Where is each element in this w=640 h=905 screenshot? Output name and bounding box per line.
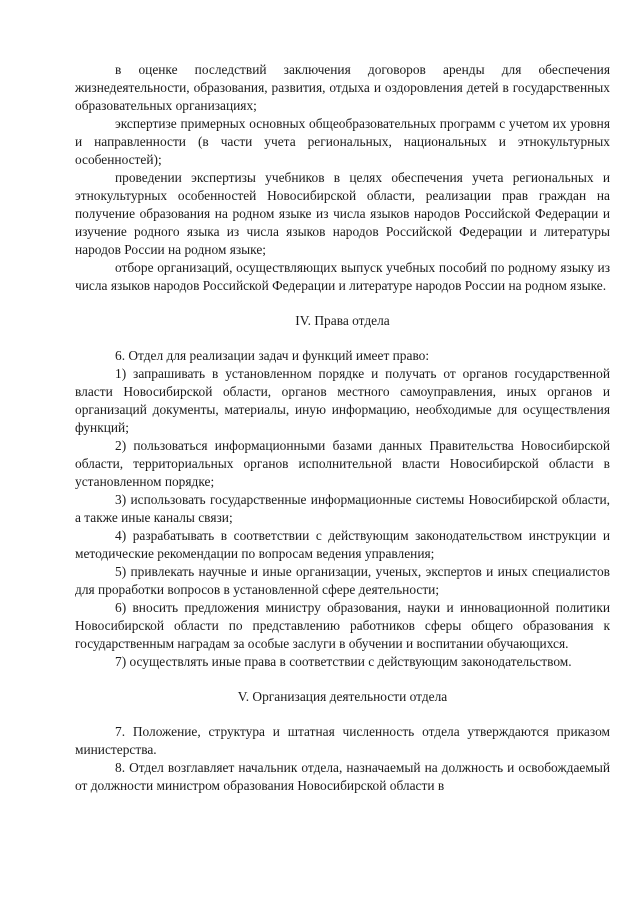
paragraph-lease-assessment: в оценке последствий заключения договоров аренды для обеспечения жизнедеятельности, образования, развития, отдыха и оздоровления детей в государственных образовательных организациях; xyxy=(75,62,610,113)
list-item-right-2: 2) пользоваться информационными базами данных Правительства Новосибирской области, территориальных органов исполнительной власти Новосибирской области в установленном порядке; xyxy=(75,438,610,489)
list-item-right-5: 5) привлекать научные и иные организации, ученых, экспертов и иных специалистов для проработки вопросов в установленной сфере деятельности; xyxy=(75,564,610,597)
list-item-right-7: 7) осуществлять иные права в соответствии с действующим законодательством. xyxy=(115,654,572,669)
paragraph-department-head: 8. Отдел возглавляет начальник отдела, назначаемый на должность и освобождаемый от должности министром образования Новосибирской области в xyxy=(75,760,610,793)
list-item-right-3: 3) использовать государственные информационные системы Новосибирской области, а также иные каналы связи; xyxy=(75,492,610,525)
paragraph-structure-approval: 7. Положение, структура и штатная численность отдела утверждаются приказом министерства. xyxy=(75,724,610,757)
document-body xyxy=(75,61,610,795)
section-heading-rights: IV. Права отдела xyxy=(295,313,390,328)
list-item-right-1: 1) запрашивать в установленном порядке и получать от органов государственной власти Новосибирской области, органов местного самоуправления, иных органов и организаций документы, материалы, иную информацию, необходимые для осуществления функций; xyxy=(75,366,610,435)
paragraph-rights-intro: 6. Отдел для реализации задач и функций имеет право: xyxy=(115,348,430,363)
paragraph-textbook-expertise: проведении экспертизы учебников в целях обеспечения учета региональных и этнокультурных особенностей Новосибирской области, реализации прав граждан на получение образования на родном языке из числа языков народов Российской Федерации и изучение родного языка из числа языков народов Российской Федерации и литературы народов России на родном языке; xyxy=(75,170,610,257)
paragraph-publisher-selection: отборе организаций, осуществляющих выпуск учебных пособий по родному языку из числа языков народов Российской Федерации и литературе народов России на родном языке. xyxy=(75,260,610,293)
section-heading-organization: V. Организация деятельности отдела xyxy=(237,689,448,704)
list-item-right-4: 4) разрабатывать в соответствии с действующим законодательством инструкции и методические рекомендации по вопросам ведения управления; xyxy=(75,528,610,561)
paragraph-program-expertise: экспертизе примерных основных общеобразовательных программ с учетом их уровня и направленности (в части учета региональных, национальных и этнокультурных особенностей); xyxy=(75,116,610,167)
list-item-right-6: 6) вносить предложения министру образования, науки и инновационной политики Новосибирской области по представлению работников сферы общего образования к государственным наградам за особые заслуги в обучении и воспитании обучающихся. xyxy=(75,600,610,651)
